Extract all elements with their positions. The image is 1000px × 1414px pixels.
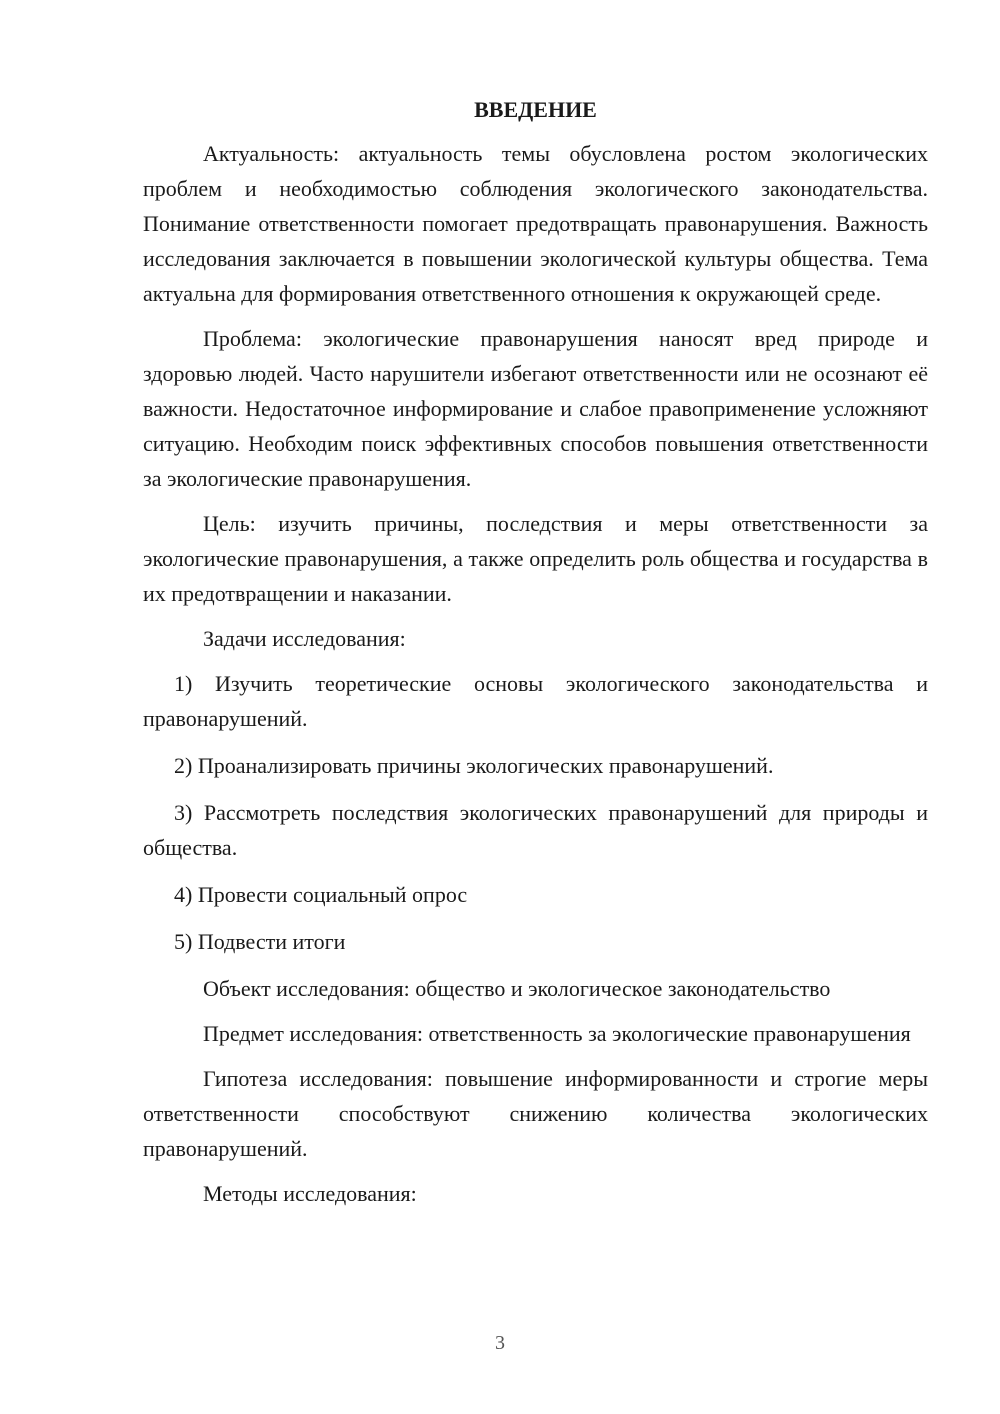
task-item-1: 1) Изучить теоретические основы экологического законодательства и правонарушений.: [143, 671, 928, 731]
paragraph-problem: Проблема: экологические правонарушения наносят вред природе и здоровью людей. Часто нарушители избегают ответственности или не осознают её важности. Недостаточное информирование и слабое правоприменение усложняют ситуацию. Необходим поиск эффективных способов повышения ответственности за экологические правонарушения.: [143, 326, 928, 491]
paragraph-tasks-heading: Задачи исследования:: [203, 626, 406, 651]
paragraph-subject: Предмет исследования: ответственность за экологические правонарушения: [203, 1021, 911, 1046]
task-item-2: 2) Проанализировать причины экологических правонарушений.: [174, 753, 774, 778]
task-item-3: 3) Рассмотреть последствия экологических правонарушений для природы и общества.: [143, 800, 928, 860]
paragraph-relevance: Актуальность: актуальность темы обусловлена ростом экологических проблем и необходимостью соблюдения экологического законодательства. Понимание ответственности помогает предотвращать правонарушения. Важность исследования заключается в повышении экологической культуры общества. Тема актуальна для формирования ответственного отношения к окружающей среде.: [143, 141, 928, 306]
document-body: [143, 92, 928, 1221]
paragraph-hypothesis: Гипотеза исследования: повышение информированности и строгие меры ответственности способствуют снижению количества экологических правонарушений.: [143, 1066, 928, 1161]
task-item-5: 5) Подвести итоги: [174, 929, 346, 954]
paragraph-methods: Методы исследования:: [203, 1181, 417, 1206]
paragraph-goal: Цель: изучить причины, последствия и меры ответственности за экологические правонарушения, а также определить роль общества и государства в их предотвращении и наказании.: [143, 511, 928, 606]
section-title: ВВЕДЕНИЕ: [474, 97, 597, 122]
paragraph-object: Объект исследования: общество и экологическое законодательство: [203, 976, 831, 1001]
task-item-4: 4) Провести социальный опрос: [174, 882, 468, 907]
page-number: 3: [495, 1332, 505, 1354]
